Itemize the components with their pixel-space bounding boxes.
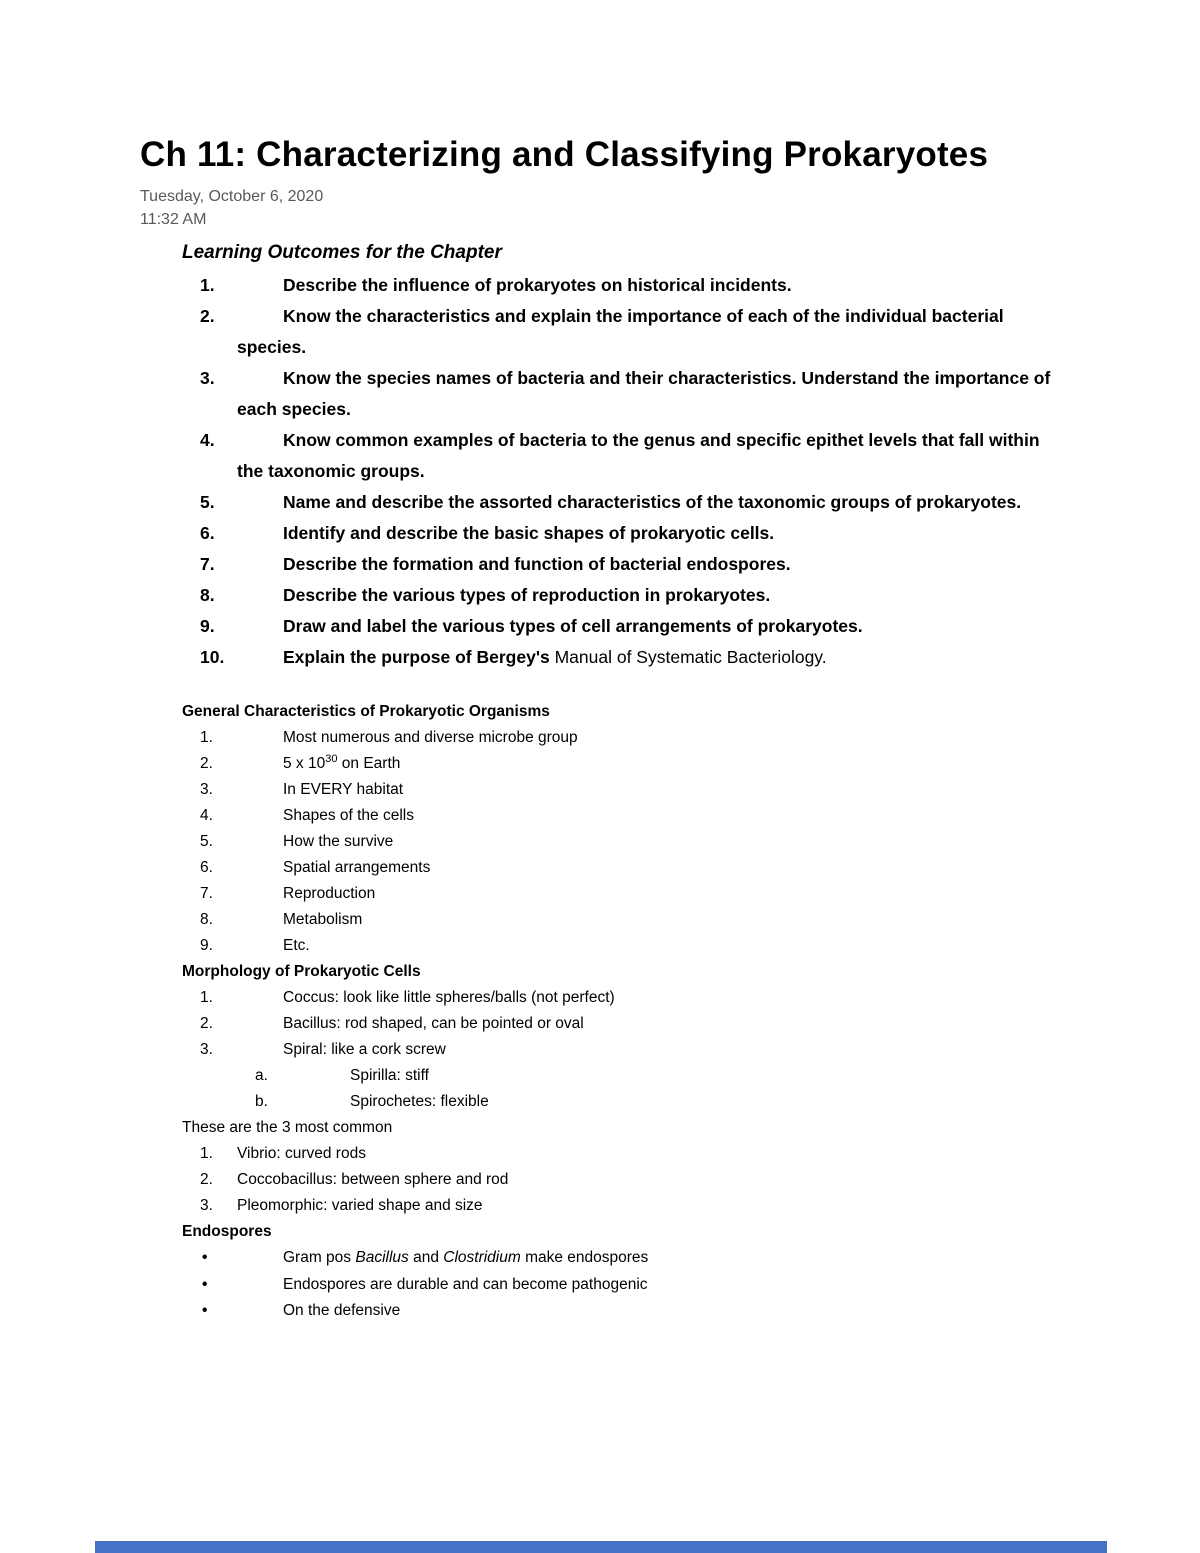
item-text: Spirilla: stiff	[350, 1067, 429, 1084]
item-number: 8.	[200, 911, 213, 928]
item-text: Identify and describe the basic shapes of prokaryotic cells.	[283, 523, 775, 543]
list-item	[140, 642, 1060, 673]
item-text: Coccus: look like little spheres/balls (not perfect)	[283, 989, 615, 1006]
item-text: and	[408, 1249, 444, 1266]
list-item	[140, 1193, 1060, 1219]
bullet-icon: •	[202, 1275, 208, 1293]
list-item	[140, 855, 1060, 881]
section-heading-morphology: Morphology of Prokaryotic Cells	[182, 963, 421, 980]
item-text: Name and describe the assorted characteristics of the taxonomic groups of prokaryotes.	[283, 492, 1022, 512]
page-title: Ch 11: Characterizing and Classifying Prokaryotes	[140, 135, 989, 174]
common-shapes-list	[140, 1141, 1060, 1219]
item-text: On the defensive	[283, 1302, 401, 1319]
item-text: Reproduction	[283, 885, 376, 902]
section-heading-endospores: Endospores	[182, 1223, 272, 1240]
list-item	[140, 487, 1060, 518]
item-text: Describe the formation and function of bacterial endospores.	[283, 554, 791, 574]
item-number: 5.	[200, 833, 213, 850]
item-number: 9.	[200, 937, 213, 954]
list-item	[140, 1011, 1060, 1037]
item-text: Vibrio: curved rods	[237, 1145, 366, 1162]
list-item	[140, 301, 1060, 363]
item-text: Describe the various types of reproduction in prokaryotes.	[283, 585, 771, 605]
item-number: 2.	[200, 1015, 213, 1032]
item-text: In EVERY habitat	[283, 781, 404, 798]
list-item	[140, 363, 1060, 425]
item-number: 7.	[200, 554, 215, 574]
item-text-bold: Explain the purpose of Bergey's	[283, 647, 555, 667]
sub-list-item	[140, 1063, 1060, 1089]
item-text: Know the species names of bacteria and their characteristics. Understand the importance of each species.	[237, 368, 1051, 419]
item-text: Shapes of the cells	[283, 807, 414, 824]
item-text: Endospores are durable and can become pathogenic	[283, 1275, 648, 1293]
item-text: make endospores	[520, 1249, 649, 1266]
item-text: Spiral: like a cork screw	[283, 1041, 446, 1058]
item-number: 5.	[200, 492, 215, 512]
list-item	[140, 803, 1060, 829]
item-text: Draw and label the various types of cell arrangements of prokaryotes.	[283, 616, 863, 636]
item-text: Coccobacillus: between sphere and rod	[237, 1171, 509, 1188]
item-number: 1.	[200, 729, 213, 746]
item-text: Bacillus: rod shaped, can be pointed or oval	[283, 1015, 584, 1032]
endospores-list	[140, 1245, 1060, 1325]
item-text: Gram pos	[283, 1249, 356, 1266]
list-item	[140, 933, 1060, 959]
list-item	[140, 425, 1060, 487]
note-date: Tuesday, October 6, 2020	[140, 188, 324, 205]
item-number: 1.	[200, 275, 215, 295]
learning-outcomes-list	[140, 270, 1060, 673]
species-name-italic: Bacillus	[355, 1249, 409, 1266]
list-item	[140, 1141, 1060, 1167]
item-number: 6.	[200, 859, 213, 876]
section-heading-general-characteristics: General Characteristics of Prokaryotic Organisms	[182, 703, 550, 720]
list-item	[140, 985, 1060, 1011]
item-number: 3.	[200, 368, 215, 388]
item-text: 5 x 10	[283, 755, 326, 772]
item-text: Metabolism	[283, 911, 363, 928]
page-bottom-divider	[95, 1541, 1107, 1553]
item-number: 9.	[200, 616, 215, 636]
item-text: on Earth	[337, 755, 401, 772]
item-number: 2.	[200, 306, 215, 326]
bullet-icon: •	[202, 1302, 208, 1319]
item-number: 7.	[200, 885, 213, 902]
list-item	[140, 270, 1060, 301]
item-number: b.	[255, 1093, 268, 1110]
section-heading-learning-outcomes: Learning Outcomes for the Chapter	[182, 242, 502, 263]
item-number: 2.	[200, 1171, 213, 1188]
list-item	[140, 580, 1060, 611]
list-item	[140, 725, 1060, 751]
item-text: Describe the influence of prokaryotes on historical incidents.	[283, 275, 792, 295]
item-text: Spatial arrangements	[283, 859, 431, 876]
item-number: 8.	[200, 585, 215, 605]
item-number: 3.	[200, 1041, 213, 1058]
sub-list-item	[140, 1089, 1060, 1115]
morphology-note: These are the 3 most common	[182, 1119, 393, 1136]
list-item	[140, 751, 1060, 777]
item-number: 4.	[200, 430, 215, 450]
bullet-list-item	[140, 1245, 1060, 1272]
item-text: Pleomorphic: varied shape and size	[237, 1197, 483, 1214]
list-item	[140, 518, 1060, 549]
item-number: 3.	[200, 1197, 213, 1214]
item-text: Know common examples of bacteria to the genus and specific epithet levels that fall within the taxonomic groups.	[237, 430, 1040, 481]
item-text: Most numerous and diverse microbe group	[283, 729, 578, 746]
bullet-list-item	[140, 1272, 1060, 1299]
item-number: 4.	[200, 807, 213, 824]
item-number: 3.	[200, 781, 213, 798]
general-characteristics-list	[140, 725, 1060, 959]
morphology-list	[140, 985, 1060, 1115]
item-number: 1.	[200, 1145, 213, 1162]
superscript-exponent: 30	[325, 752, 338, 765]
list-item	[140, 829, 1060, 855]
list-item	[140, 549, 1060, 580]
item-text: Etc.	[283, 937, 310, 954]
list-item	[140, 907, 1060, 933]
item-number: 2.	[200, 755, 213, 772]
list-item	[140, 1037, 1060, 1063]
item-text: How the survive	[283, 833, 394, 850]
list-item	[140, 1167, 1060, 1193]
bullet-icon: •	[202, 1249, 208, 1266]
bullet-list-item	[140, 1298, 1060, 1325]
item-number: 1.	[200, 989, 213, 1006]
species-name-italic: Clostridium	[443, 1249, 521, 1266]
item-text: Know the characteristics and explain the importance of each of the individual bacterial species.	[237, 306, 1004, 357]
note-meta	[140, 185, 1060, 231]
item-number: a.	[255, 1067, 268, 1084]
list-item	[140, 611, 1060, 642]
item-number: 10.	[200, 647, 225, 667]
item-number: 6.	[200, 523, 215, 543]
list-item	[140, 881, 1060, 907]
item-text-regular: Manual of Systematic Bacteriology.	[554, 647, 827, 667]
item-text: Spirochetes: flexible	[350, 1093, 489, 1110]
list-item	[140, 777, 1060, 803]
note-time: 11:32 AM	[140, 211, 207, 228]
